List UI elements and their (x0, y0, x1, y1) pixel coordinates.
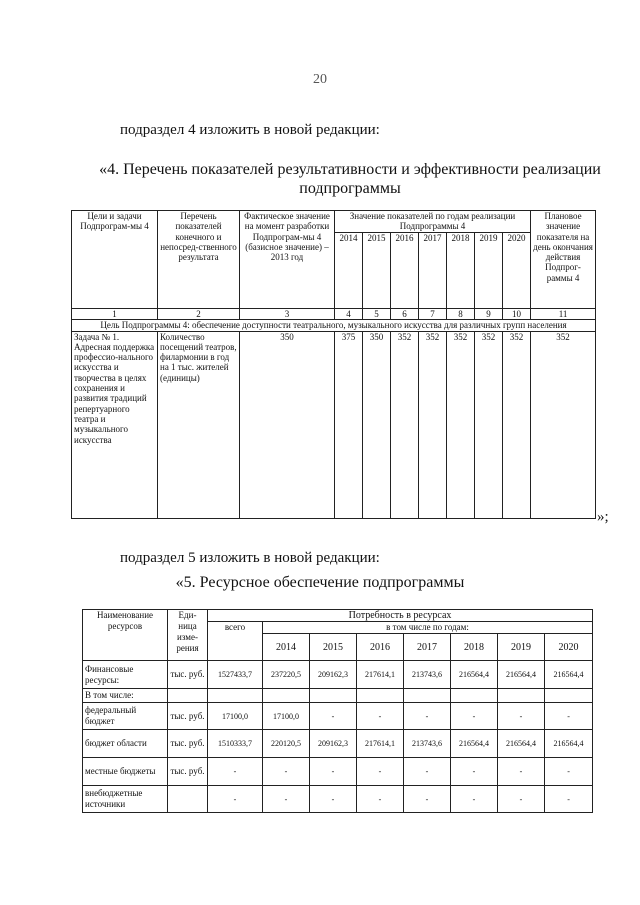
resource-value: - (451, 758, 498, 786)
resource-value: 17100,0 (263, 703, 310, 730)
resource-value: 217614,1 (357, 730, 404, 758)
resources-table (82, 609, 593, 813)
header-actual-value: Фактическое значение на момент разработки Подпрограм-мы 4 (базисное значение) – 2013 год (240, 211, 335, 309)
resource-value: 217614,1 (357, 661, 404, 689)
resource-name: В том числе: (83, 689, 168, 703)
section4-heading-line2: подпрограммы (299, 180, 401, 197)
year-value: 350 (363, 331, 391, 518)
resource-value (545, 689, 593, 703)
resource-row (83, 758, 593, 786)
header-row (83, 610, 593, 622)
year-cell: 2018 (451, 634, 498, 661)
resource-value (404, 689, 451, 703)
resource-value: 220120,5 (263, 730, 310, 758)
resource-name: бюджет области (83, 730, 168, 758)
resource-total: 17100,0 (208, 703, 263, 730)
section4-intro: подраздел 4 изложить в новой редакции: (120, 122, 380, 138)
resource-value: - (357, 786, 404, 813)
resource-value: 209162,3 (310, 730, 357, 758)
resource-value (498, 689, 545, 703)
resource-value: - (357, 703, 404, 730)
page-number: 20 (313, 72, 327, 87)
section5-heading: «5. Ресурсное обеспечение подпрограммы (175, 574, 465, 591)
header-by-years: в том числе по годам: (263, 622, 593, 634)
header-resources: Наименование ресурсов (83, 610, 168, 661)
header-goals: Цели и задачи Подпрограм-мы 4 (72, 211, 158, 309)
year-value: 352 (503, 331, 531, 518)
column-number: 1 (72, 309, 158, 320)
header-unit: Еди-ница изме-рения (168, 610, 208, 661)
year-value: 352 (419, 331, 447, 518)
year-cell: 2017 (404, 634, 451, 661)
resource-unit (168, 786, 208, 813)
year-cell: 2020 (503, 232, 531, 308)
resource-value: - (357, 758, 404, 786)
resource-row (83, 703, 593, 730)
resource-unit: тыс. руб. (168, 730, 208, 758)
resource-value: - (545, 703, 593, 730)
resource-row (83, 786, 593, 813)
resource-row (83, 689, 593, 703)
year-cell: 2019 (475, 232, 503, 308)
resource-value: - (451, 703, 498, 730)
year-value: 352 (447, 331, 475, 518)
header-values-by-year: Значение показателей по годам реализации Подпрограммы 4 (335, 211, 531, 233)
resource-row (83, 730, 593, 758)
resource-value: - (310, 758, 357, 786)
resource-value: - (310, 786, 357, 813)
resource-unit: тыс. руб. (168, 661, 208, 689)
resource-name: местные бюджеты (83, 758, 168, 786)
resource-value: - (498, 758, 545, 786)
resource-total (208, 689, 263, 703)
header-need: Потребность в ресурсах (208, 610, 593, 622)
header-planned-value: Плановое значение показателя на день окончания действия Подпрог-раммы 4 (531, 211, 596, 309)
column-number: 5 (363, 309, 391, 320)
resource-name: внебюджетные источники (83, 786, 168, 813)
resource-total: - (208, 786, 263, 813)
resource-value: - (498, 703, 545, 730)
column-numbers-row (72, 309, 596, 320)
resource-value (263, 689, 310, 703)
resource-unit: тыс. руб. (168, 703, 208, 730)
resource-name: федеральный бюджет (83, 703, 168, 730)
section4-heading-line1: «4. Перечень показателей результативности и эффективности реализации (99, 161, 601, 178)
goal-text: Цель Подпрограммы 4: обеспечение доступности театрального, музыкального искусства для различных групп населения (72, 320, 596, 331)
resource-row (83, 661, 593, 689)
resource-value: - (451, 786, 498, 813)
year-cell: 2017 (419, 232, 447, 308)
year-cell: 2015 (363, 232, 391, 308)
resource-value (451, 689, 498, 703)
planned-value: 352 (531, 331, 596, 518)
goal-row (72, 320, 596, 331)
section5-intro: подраздел 5 изложить в новой редакции: (120, 550, 380, 566)
resource-value: - (263, 758, 310, 786)
resource-value: - (310, 703, 357, 730)
year-value: 352 (391, 331, 419, 518)
resource-value: 216564,4 (451, 661, 498, 689)
resource-value: - (404, 758, 451, 786)
resource-value: 216564,4 (498, 661, 545, 689)
column-number: 6 (391, 309, 419, 320)
year-cell: 2014 (335, 232, 363, 308)
resource-value: 216564,4 (498, 730, 545, 758)
section4-heading (90, 160, 610, 198)
resource-unit: тыс. руб. (168, 758, 208, 786)
header-indicator-list: Перечень показателей конечного и непосред-ственного результата (158, 211, 240, 309)
resource-total: 1510333,7 (208, 730, 263, 758)
column-number: 10 (503, 309, 531, 320)
year-value: 352 (475, 331, 503, 518)
resource-value: - (404, 786, 451, 813)
task-text: Задача № 1. Адресная поддержка профессио-нального искусства и творчества в целях сохранения и развития традиций репертуарного театра и музыкального искусства (72, 331, 158, 518)
resource-value: 213743,6 (404, 661, 451, 689)
column-number: 3 (240, 309, 335, 320)
task-row (72, 331, 596, 518)
column-number: 9 (475, 309, 503, 320)
resource-value: 216564,4 (545, 661, 593, 689)
column-number: 8 (447, 309, 475, 320)
section4-closing: »; (597, 509, 609, 525)
indicator-text: Количество посещений театров, филармонии в год на 1 тыс. жителей (единицы) (158, 331, 240, 518)
indicators-table (71, 210, 596, 519)
resource-value: - (545, 758, 593, 786)
resource-value: - (404, 703, 451, 730)
base-value: 350 (240, 331, 335, 518)
column-number: 11 (531, 309, 596, 320)
year-cell: 2014 (263, 634, 310, 661)
resource-unit (168, 689, 208, 703)
year-cell: 2016 (391, 232, 419, 308)
resource-value: 213743,6 (404, 730, 451, 758)
resource-value: 216564,4 (451, 730, 498, 758)
year-cell: 2015 (310, 634, 357, 661)
resource-value: - (545, 786, 593, 813)
year-cell: 2020 (545, 634, 593, 661)
column-number: 4 (335, 309, 363, 320)
header-total: всего (208, 622, 263, 661)
resource-name: Финансовые ресурсы: (83, 661, 168, 689)
resource-value: 209162,3 (310, 661, 357, 689)
year-cell: 2019 (498, 634, 545, 661)
resource-total: - (208, 758, 263, 786)
resource-value: - (263, 786, 310, 813)
resource-value: 216564,4 (545, 730, 593, 758)
header-row (72, 211, 596, 233)
resource-value (310, 689, 357, 703)
resource-total: 1527433,7 (208, 661, 263, 689)
year-value: 375 (335, 331, 363, 518)
column-number: 2 (158, 309, 240, 320)
year-cell: 2018 (447, 232, 475, 308)
resource-value (357, 689, 404, 703)
column-number: 7 (419, 309, 447, 320)
year-cell: 2016 (357, 634, 404, 661)
resource-value: 237220,5 (263, 661, 310, 689)
resource-value: - (498, 786, 545, 813)
